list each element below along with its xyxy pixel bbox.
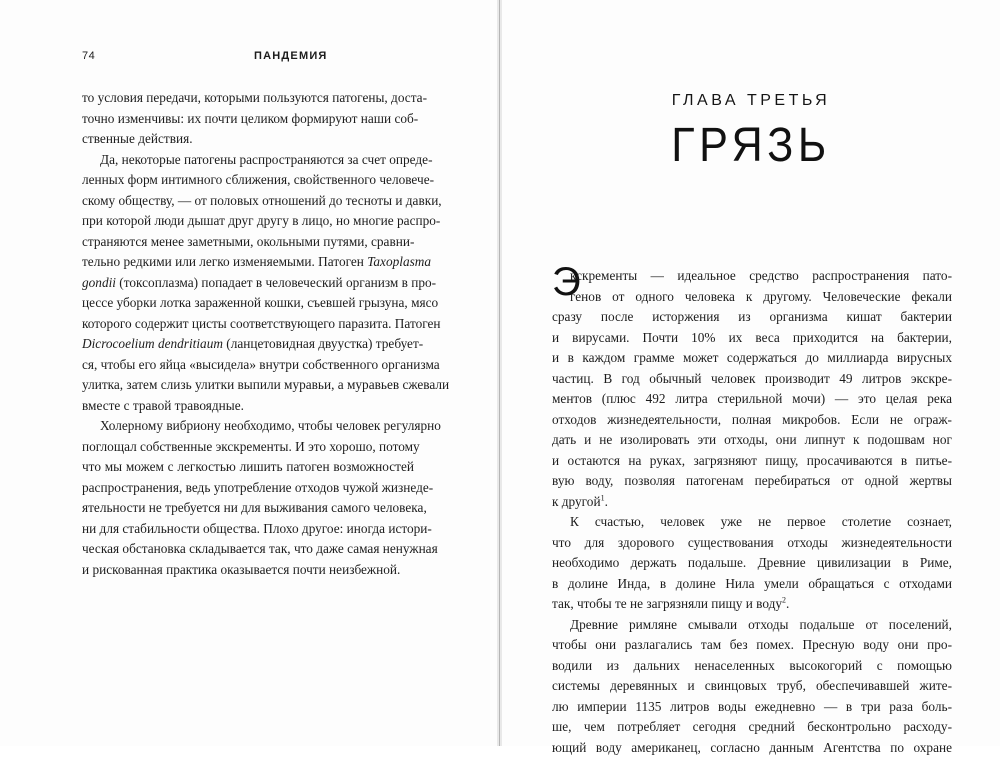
text-line: и остаются на руках, загрязняют пищу, просачиваются в питье-	[552, 451, 952, 472]
text-line: ющий воду американец, согласно данным Агентства по охране	[552, 738, 952, 758]
footnote-ref[interactable]: 1	[601, 493, 605, 502]
text-line: которого содержит цисты соответствующего паразита. Патоген	[82, 314, 414, 335]
chapter-title: ГРЯЗЬ	[527, 118, 975, 173]
text-line: Древние римляне смывали отходы подальше от поселений,	[552, 615, 952, 636]
text-line: сразу после исторжения из организма кишат бактерии	[552, 307, 952, 328]
text-line: и в каждом грамме может содержаться до миллиарда вирусных	[552, 348, 952, 369]
text-line: водили из дальних ненаселенных высокогорий с помощью	[552, 656, 952, 677]
text-line: то условия передачи, которыми пользуются патогены, доста-	[82, 88, 414, 109]
text-line: Да, некоторые патогены распространяются за счет опреде-	[82, 150, 414, 171]
left-body-text	[82, 88, 414, 580]
text-line: в долине Инда, в долине Нила умели обращаться с отходами	[552, 574, 952, 595]
drop-cap: Э	[552, 262, 581, 302]
footnote-ref[interactable]: 2	[782, 596, 786, 605]
text-line: улитка, затем слизь улитки выпили муравьи, а муравьев сжевали	[82, 375, 414, 396]
text-line: К счастью, человек уже не первое столетие сознает,	[552, 512, 952, 533]
text-fragment: тельно редкими или легко изменяемыми. Патоген	[82, 254, 367, 269]
text-line: и рискованная практика оказывается почти неизбежной.	[82, 560, 414, 581]
text-line: дать и не изолировать эти отходы, они липнут к подошвам ног	[552, 430, 952, 451]
text-line: скому обществу, — от половых отношений до тесноты и давки,	[82, 191, 414, 212]
text-line: ческая обстановка складывается так, что даже самая ненужная	[82, 539, 414, 560]
italic-term: gondii	[82, 275, 116, 290]
text-fragment: (токсоплазма) попадает в человеческий организм в про-	[116, 275, 436, 290]
text-line: необходимо держать подальше. Древние цивилизации в Риме,	[552, 553, 952, 574]
text-line: и вирусами. Почти 10% их веса приходится на бактерии,	[552, 328, 952, 349]
text-line	[82, 252, 414, 273]
text-line: генов от одного человека к другому. Человеческие фекали	[552, 287, 952, 308]
text-line: ятельности не требуется ни для выживания самого человека,	[82, 498, 414, 519]
text-line: страняются менее заметными, окольными путями, сравни-	[82, 232, 414, 253]
text-line: ленных форм интимного сближения, свойственного человече-	[82, 170, 414, 191]
text-line	[82, 273, 414, 294]
text-line: так, чтобы те не загрязняли пищу и воду$^2$.	[552, 594, 952, 615]
italic-term: Taxoplasma	[367, 254, 431, 269]
text-line: ственные действия.	[82, 129, 414, 150]
text-line: ни для стабильности общества. Плохо другое: иногда истори-	[82, 519, 414, 540]
text-line: чтобы они разлагались там без помех. Пресную воду они про-	[552, 635, 952, 656]
text-fragment: так, чтобы те не загрязняли пищу и воду	[552, 596, 782, 611]
text-line: поглощал собственные экскременты. И это хорошо, потому	[82, 437, 414, 458]
page-number: 74	[82, 50, 95, 62]
italic-term: Dicrocoelium dendritiaum	[82, 336, 223, 351]
text-line: что мы можем с легкостью лишить патоген возможностей	[82, 457, 414, 478]
text-line: цессе уборки лотка зараженной кошки, съевшей грызуна, мясо	[82, 293, 414, 314]
text-fragment: к другой	[552, 494, 601, 509]
text-line: лю империи 1135 литров воды ежедневно — в три раза боль-	[552, 697, 952, 718]
text-line: что для здорового существования отходы жизнедеятельности	[552, 533, 952, 554]
text-line: кскременты — идеальное средство распространения пато-	[552, 266, 952, 287]
text-line: Холерному вибриону необходимо, чтобы человек регулярно	[82, 416, 414, 437]
text-line: точно изменчивы: их почти целиком формируют наши соб-	[82, 109, 414, 130]
text-line: системы деревянных и свинцовых труб, обеспечивавшей жите-	[552, 676, 952, 697]
text-line: при которой люди дышат друг другу в лицо, но многие распро-	[82, 211, 414, 232]
text-line: ся, чтобы его яйца «высидела» внутри собственного организма	[82, 355, 414, 376]
chapter-label: ГЛАВА ТРЕТЬЯ	[502, 92, 1000, 110]
right-page	[502, 0, 1000, 746]
text-line: вместе с травой травоядные.	[82, 396, 414, 417]
left-page	[0, 0, 497, 746]
gutter-divider	[499, 0, 500, 746]
text-line: ше, чем потребляет сегодня средний бесконтрольно расходу-	[552, 717, 952, 738]
running-title: ПАНДЕМИЯ	[254, 50, 328, 62]
right-body-text	[552, 266, 952, 758]
text-line: ментов (плюс 492 литра стерильной мочи) — это целая река	[552, 389, 952, 410]
text-line: вую воду, позволяя патогенам перебираться от одной жертвы	[552, 471, 952, 492]
text-line: к другой$^1$.	[552, 492, 952, 513]
text-line: частиц. В год обычный человек производит 49 литров экскре-	[552, 369, 952, 390]
text-line	[82, 334, 414, 355]
text-line: распространения, ведь употребление отходов чужой жизнеде-	[82, 478, 414, 499]
text-line: отходов жизнедеятельности, полная микробов. Если не ограж-	[552, 410, 952, 431]
text-fragment: (ланцетовидная двуустка) требует-	[223, 336, 423, 351]
